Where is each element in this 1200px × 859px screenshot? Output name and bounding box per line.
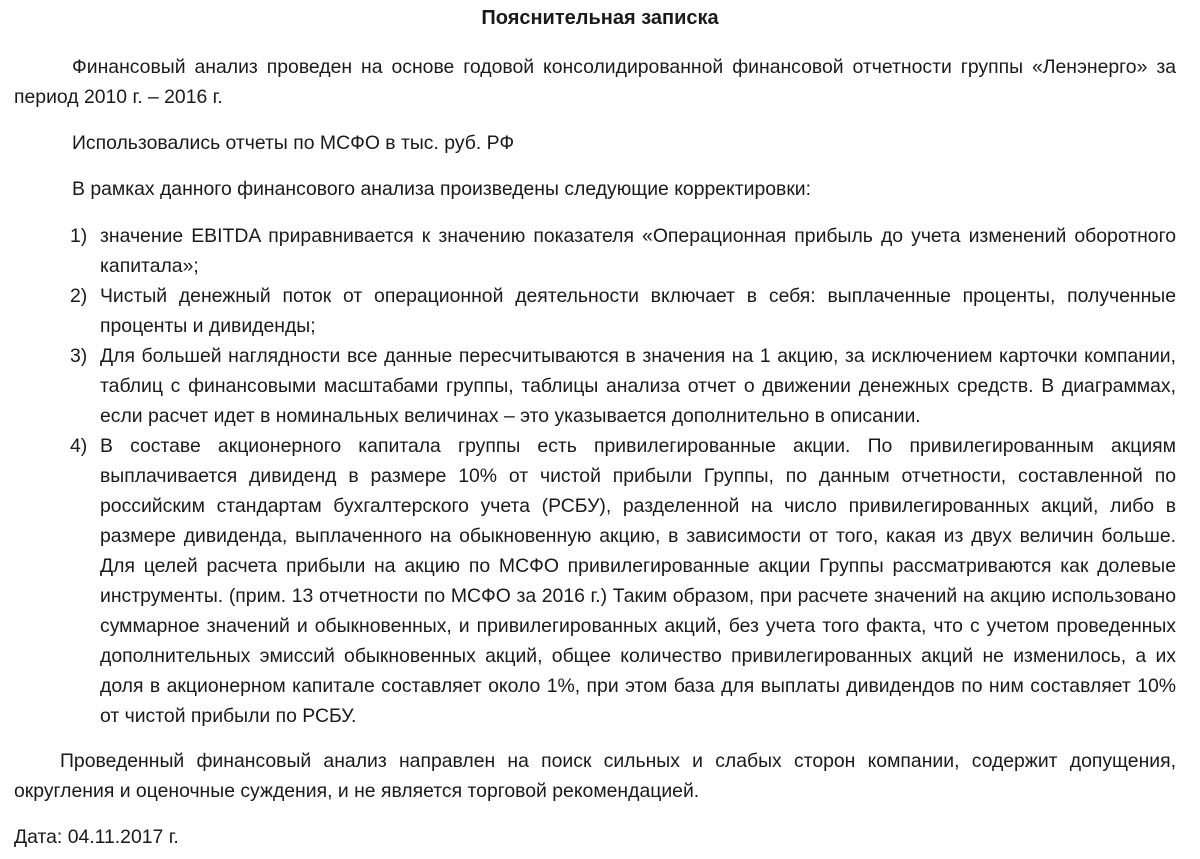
document-title: Пояснительная записка <box>481 7 719 29</box>
adjustments-heading: В рамках данного финансового анализа произведены следующие корректировки: <box>72 178 812 200</box>
list-item-number: 1) <box>70 225 88 247</box>
reports-note-paragraph: Использовались отчеты по МСФО в тыс. руб. РФ <box>72 132 515 154</box>
list-item <box>60 221 1176 281</box>
disclaimer-paragraph: Проведенный финансовый анализ направлен на поиск сильных и слабых сторон компании, содержит допущения, округления и оценочные суждения, и не является торговой рекомендацией. <box>14 750 1176 802</box>
list-item <box>60 281 1176 341</box>
list-item-text: значение EBITDA приравнивается к значению показателя «Операционная прибыль до учета изменений оборотного капитала»; <box>100 225 1176 277</box>
list-item-number: 2) <box>70 285 88 307</box>
intro-paragraph: Финансовый анализ проведен на основе годовой консолидированной финансовой отчетности группы «Ленэнерго» за период 2010 г. – 2016 г. <box>14 56 1176 108</box>
list-item-text: Для большей наглядности все данные пересчитываются в значения на 1 акцию, за исключением карточки компании, таблиц с финансовыми масштабами группы, таблицы анализа отчет о движении денежных средств. В диаграммах, если расчет идет в номинальных величинах – это указывается дополнительно в описании. <box>100 345 1176 427</box>
date-line: Дата: 04.11.2017 г. <box>14 826 179 848</box>
list-item-text: Чистый денежный поток от операционной деятельности включает в себя: выплаченные проценты, полученные проценты и дивиденды; <box>100 285 1176 337</box>
list-item-number: 4) <box>70 435 88 457</box>
adjustments-list <box>60 221 1176 731</box>
list-item <box>60 431 1176 731</box>
list-item-text: В составе акционерного капитала группы есть привилегированные акции. По привилегированным акциям выплачивается дивиденд в размере 10% от чистой прибыли Группы, по данным отчетности, составленной по российским стандартам бухгалтерского учета (РСБУ), разделенной на число привилегированных акций, либо в размере дивиденда, выплаченного на обыкновенную акцию, в зависимости от того, какая из двух величин больше. Для целей расчета прибыли на акцию по МСФО привилегированные акции Группы рассматриваются как долевые инструменты. (прим. 13 отчетности по МСФО за 2016 г.) Таким образом, при расчете значений на акцию использовано суммарное значений и обыкновенных, и привилегированных акций, без учета того факта, что с учетом проведенных дополнительных эмиссий обыкновенных акций, общее количество привилегированных акций не изменилось, а их доля в акционерном капитале составляет около 1%, при этом база для выплаты дивидендов по ним составляет 10% от чистой прибыли по РСБУ. <box>100 435 1176 727</box>
list-item-number: 3) <box>70 345 88 367</box>
list-item <box>60 341 1176 431</box>
